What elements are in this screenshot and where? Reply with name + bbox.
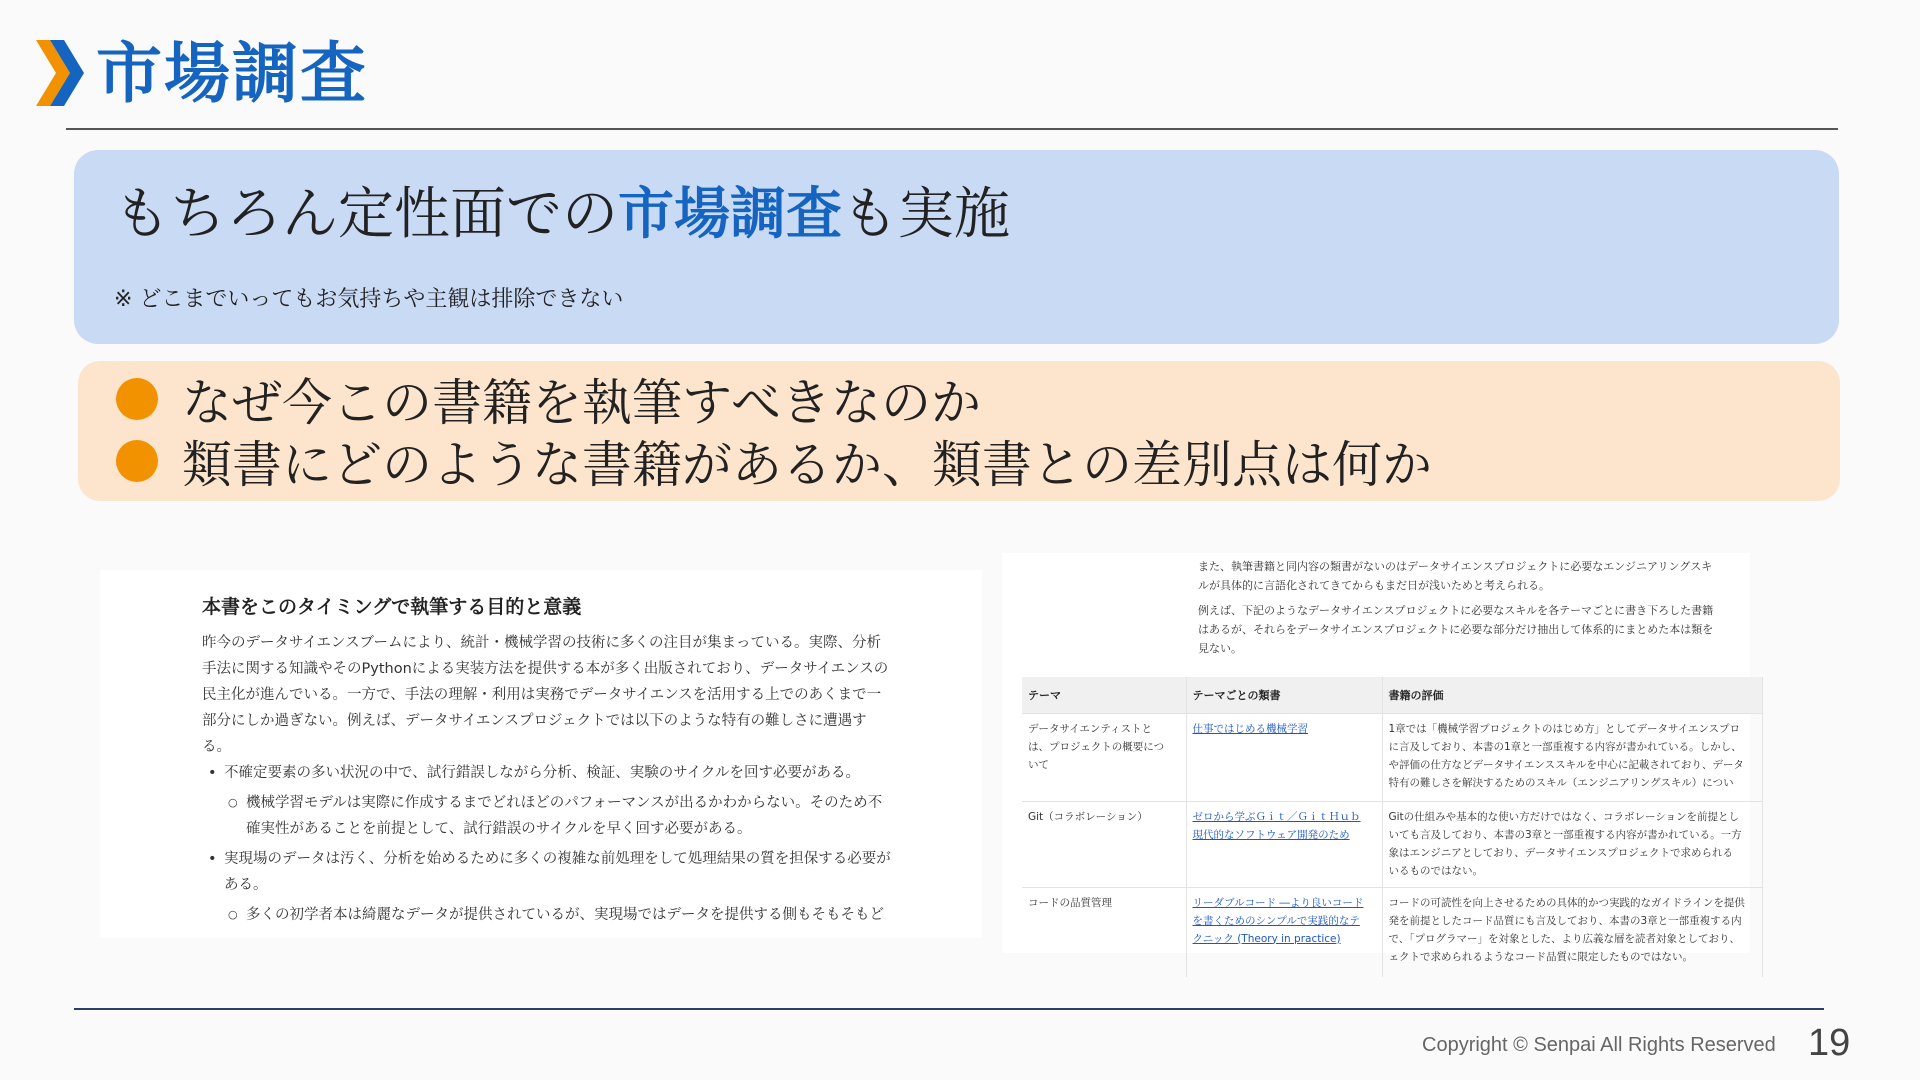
link-line: 現代的なソフトウェア開発のため [1192, 828, 1350, 841]
list-item-line: ある。 [224, 877, 268, 893]
competitor-books-table [1022, 677, 1763, 977]
books-cell [1186, 887, 1382, 977]
table-row [1022, 713, 1762, 801]
questions-panel [78, 361, 1840, 501]
cell-line: いるものではない。 [1388, 864, 1483, 877]
proposal-document-excerpt [100, 570, 982, 938]
paragraph-line: 例えば、下記のようなデータサイエンスプロジェクトに必要なスキルを各テーマごとに書き下ろした書籍 [1198, 604, 1714, 617]
evaluation-cell [1382, 887, 1762, 977]
paragraph-line: ルが具体的に言語化されてきてからもまだ日が浅いためと考えられる。 [1198, 579, 1550, 592]
evaluation-cell [1382, 801, 1762, 887]
cell-line: Gitの仕組みや基本的な使い方だけではなく、コラボレーションを前提とし [1388, 810, 1740, 823]
column-header-theme: テーマ [1022, 677, 1186, 713]
cell-line: コードの可読性を向上させるための具体的かつ実践的なガイドラインを提供 [1388, 896, 1745, 909]
link-line: クニック (Theory in practice) [1192, 932, 1341, 945]
bullet-marker: ○ [228, 796, 238, 809]
document-paragraph [202, 630, 922, 760]
column-header-books: テーマごとの類書 [1186, 677, 1382, 713]
paragraph-line: 手法に関する知識やそのPythonによる実装方法を提供する本が多く出版されており、データサイエンスの [202, 661, 889, 677]
list-item [202, 902, 942, 928]
cell-line: コードの品質管理 [1028, 896, 1112, 909]
cell-line: いて [1028, 758, 1049, 771]
table-header-row [1022, 677, 1762, 713]
list-item-line: 機械学習モデルは実際に作成するまでどれほどのパフォーマンスが出るかわからない。そのため不 [246, 795, 883, 811]
table-row [1022, 801, 1762, 887]
books-cell [1186, 713, 1382, 801]
book-link[interactable]: 仕事ではじめる機械学習 [1192, 722, 1308, 735]
list-item-line: 実現場のデータは汚く、分析を始めるために多くの複雑な前処理をして処理結果の質を担保する必要が [224, 851, 891, 867]
intro-paragraph [1198, 601, 1718, 658]
bullet-marker: ○ [228, 908, 238, 921]
cell-line: いても言及しており、本書の3章と一部重複する内容が書かれている。一方 [1388, 828, 1742, 841]
theme-cell [1022, 801, 1186, 887]
cell-line: や評価の仕方などデータサイエンススキルを中心に記載されており、データ [1388, 758, 1744, 771]
competitor-books-excerpt [1002, 553, 1750, 963]
book-link[interactable] [1193, 808, 1376, 844]
list-item [202, 760, 942, 786]
bullet-dot-icon [116, 378, 158, 420]
paragraph-line: はあるが、それらをデータサイエンスプロジェクトに必要な部分だけ抽出して体系的にまとめた本は類を [1198, 623, 1714, 636]
paragraph-line: また、執筆書籍と同内容の類書がないのはデータサイエンスプロジェクトに必要なエンジニアリングスキ [1198, 560, 1713, 573]
link-line: を書くためのシンプルで実践的なテ [1192, 914, 1360, 927]
link-line: ゼロから学ぶＧｉｔ／ＧｉｔＨｕｂ [1192, 810, 1361, 823]
question-text: 類書にどのような書籍があるか、類書との差別点は何か [182, 436, 1432, 494]
bullet-marker: • [208, 851, 217, 867]
book-link[interactable] [1193, 894, 1376, 948]
bullet-dot-icon [116, 440, 158, 482]
copyright-text: Copyright © Senpai All Rights Reserved [1422, 1034, 1776, 1056]
list-item [202, 846, 942, 898]
list-item-line: 多くの初学者本は綺麗なデータが提供されているが、実現場ではデータを提供する側もそもそもど [246, 907, 884, 923]
cell-line: 発を前提としたコード品質にも言及しており、本書の3章と一部重複する内 [1388, 914, 1742, 927]
cell-line: 1章では「機械学習プロジェクトのはじめ方」としてデータサイエンスプロ [1388, 722, 1740, 735]
cell-line: は、プロジェクトの概要につ [1028, 740, 1165, 753]
theme-cell [1022, 887, 1186, 977]
intro-paragraph [1198, 557, 1718, 595]
column-header-evaluation: 書籍の評価 [1382, 677, 1762, 713]
list-item-line: 不確定要素の多い状況の中で、試行錯誤しながら分析、検証、実験のサイクルを回す必要がある。 [224, 765, 860, 781]
list-item-line: 確実性があることを前提として、試行錯誤のサイクルを早く回す必要がある。 [246, 821, 752, 837]
question-text: なぜ今この書籍を執筆すべきなのか [182, 374, 981, 432]
document-heading: 本書をこのタイミングで執筆する目的と意義 [202, 596, 582, 618]
table-row [1022, 887, 1762, 977]
cell-line: データサイエンティストと [1028, 722, 1153, 735]
cell-line: 特有の難しさを解決するためのスキル（エンジニアリングスキル）につい [1388, 776, 1734, 789]
footer-divider [74, 1008, 1824, 1010]
headline-panel [74, 150, 1839, 344]
theme-cell [1022, 713, 1186, 801]
headline-pre: もちろん定性面での [114, 182, 618, 247]
headline-note: ※ どこまでいってもお気持ちや主観は排除できない [114, 287, 624, 312]
paragraph-line: 民主化が進んでいる。一方で、手法の理解・利用は実務でデータサイエンスを活用する上でのあくまで一 [202, 687, 882, 703]
link-line: リーダブルコード ―より良いコード [1192, 896, 1364, 909]
headline [114, 180, 1010, 250]
page-number: 19 [1808, 1022, 1851, 1064]
headline-post: も実施 [842, 182, 1010, 247]
books-cell [1186, 801, 1382, 887]
cell-line: ェクトで求められるようなコード品質に限定したものではない。 [1388, 950, 1693, 963]
paragraph-line: 部分にしか過ぎない。例えば、データサイエンスプロジェクトでは以下のような特有の難しさに遭遇す [202, 713, 867, 729]
cell-line: 象はエンジニアとしており、データサイエンスプロジェクトで求められる [1388, 846, 1734, 859]
double-chevron-right-icon [36, 40, 86, 106]
bullet-marker: • [208, 765, 217, 781]
cell-line: Git（コラボレーション） [1028, 810, 1148, 823]
paragraph-line: 昨今のデータサイエンスブームにより、統計・機械学習の技術に多くの注目が集まっている。実際、分析 [202, 635, 882, 651]
question-item [116, 429, 1432, 493]
page-title: 市場調査 [96, 35, 368, 112]
evaluation-cell [1382, 713, 1762, 801]
question-item [116, 367, 981, 431]
document-list [202, 760, 942, 928]
header-divider [66, 128, 1838, 130]
list-item [202, 790, 942, 842]
paragraph-line: 見ない。 [1198, 642, 1242, 655]
cell-line: に言及しており、本書の1章と一部重複する内容が書かれている。しかし、 [1388, 740, 1742, 753]
cell-line: で、「プログラマー」を対象とした、より広義な層を読者対象としており、 [1388, 932, 1741, 945]
paragraph-line: る。 [202, 739, 231, 755]
headline-highlight: 市場調査 [618, 182, 842, 247]
